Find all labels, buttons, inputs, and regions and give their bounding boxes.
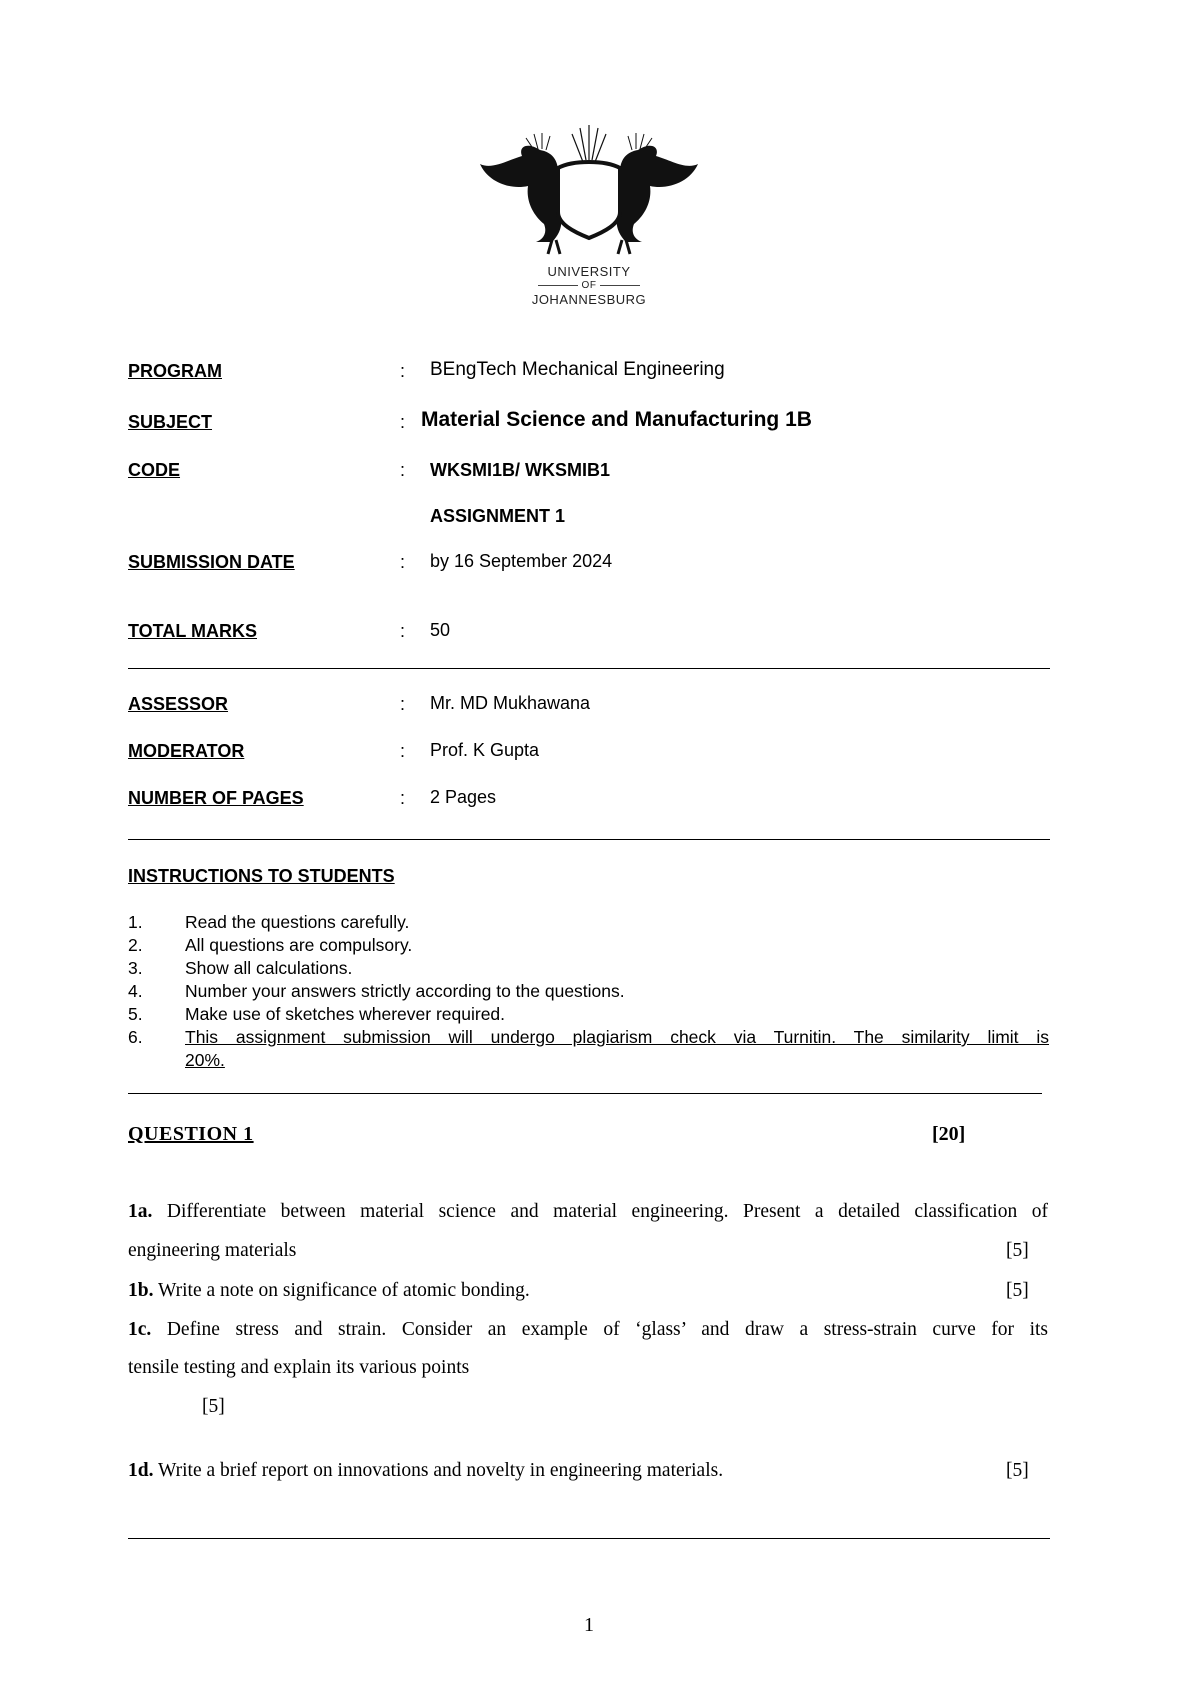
assessor-label: ASSESSOR: [128, 694, 229, 714]
moderator-colon: :: [400, 741, 406, 761]
divider-4: [128, 1538, 1050, 1539]
instruction-text-5: Make use of sketches wherever required.: [185, 1004, 506, 1024]
logo-text-of: OF: [478, 280, 700, 291]
instruction-text-2: All questions are compulsory.: [185, 935, 413, 955]
question-1c-line2: tensile testing and explain its various points: [128, 1357, 470, 1378]
instruction-text-4: Number your answers strictly according to the questions.: [185, 981, 625, 1001]
submission-date-label: SUBMISSION DATE: [128, 552, 295, 572]
question-1a-marks: [5]: [1006, 1240, 1029, 1261]
logo-text-johannesburg: JOHANNESBURG: [531, 292, 647, 307]
code-colon: :: [400, 460, 406, 480]
pages-colon: :: [400, 788, 406, 808]
instruction-num-4: 4.: [128, 981, 143, 1001]
total-marks-colon: :: [400, 621, 406, 641]
pages-label: NUMBER OF PAGES: [128, 788, 304, 808]
question-1c-line1: 1c. Define stress and strain. Consider an example of ‘glass’ and draw a stress-strain curve for its: [128, 1319, 1049, 1340]
question-1-marks: [20]: [932, 1123, 966, 1145]
assessor-colon: :: [400, 694, 406, 714]
moderator-label: MODERATOR: [128, 741, 245, 761]
submission-date-value: by 16 September 2024: [430, 551, 613, 571]
subject-value: Material Science and Manufacturing 1B: [421, 408, 812, 431]
program-value: BEngTech Mechanical Engineering: [430, 359, 725, 380]
assessor-value: Mr. MD Mukhawana: [430, 693, 591, 713]
instructions-heading: INSTRUCTIONS TO STUDENTS: [128, 866, 395, 886]
instruction-text-3: Show all calculations.: [185, 958, 353, 978]
question-1c-marks: [5]: [202, 1396, 225, 1417]
instruction-num-6: 6.: [128, 1027, 143, 1047]
instruction-num-1: 1.: [128, 912, 143, 932]
subject-colon: :: [400, 412, 406, 432]
question-1a-line2: engineering materials: [128, 1240, 297, 1261]
question-1a-line1: 1a. Differentiate between material science and material engineering. Present a detailed classification of: [128, 1201, 1048, 1222]
code-label: CODE: [128, 460, 181, 480]
total-marks-label: TOTAL MARKS: [128, 621, 257, 641]
divider-2: [128, 839, 1050, 840]
question-1b-marks: [5]: [1006, 1280, 1029, 1301]
program-label: PROGRAM: [128, 361, 222, 381]
subject-label: SUBJECT: [128, 412, 213, 432]
instruction-text-1: Read the questions carefully.: [185, 912, 410, 932]
assignment-title: ASSIGNMENT 1: [430, 506, 566, 526]
instruction-num-3: 3.: [128, 958, 143, 978]
question-1-title: QUESTION 1: [128, 1123, 254, 1145]
divider-1: [128, 668, 1050, 669]
code-value: WKSMI1B/ WKSMIB1: [430, 460, 610, 480]
question-1d-marks: [5]: [1006, 1460, 1029, 1481]
page-number: 1: [584, 1614, 594, 1636]
instruction-text-6-line2: 20%.: [185, 1050, 225, 1070]
pages-value: 2 Pages: [430, 787, 497, 807]
question-1b: 1b. Write a note on significance of atomic bonding.: [128, 1280, 530, 1301]
moderator-value: Prof. K Gupta: [430, 740, 540, 760]
divider-3: [128, 1093, 1042, 1094]
submission-date-colon: :: [400, 552, 406, 572]
question-1d: 1d. Write a brief report on innovations and novelty in engineering materials.: [128, 1460, 724, 1481]
program-colon: :: [400, 361, 406, 381]
instruction-num-5: 5.: [128, 1004, 143, 1024]
logo-text-university: UNIVERSITY: [547, 264, 631, 279]
instruction-num-2: 2.: [128, 935, 143, 955]
total-marks-value: 50: [430, 620, 451, 640]
instruction-text-6-line1: This assignment submission will undergo plagiarism check via Turnitin. The similarity limit is: [185, 1027, 1049, 1047]
